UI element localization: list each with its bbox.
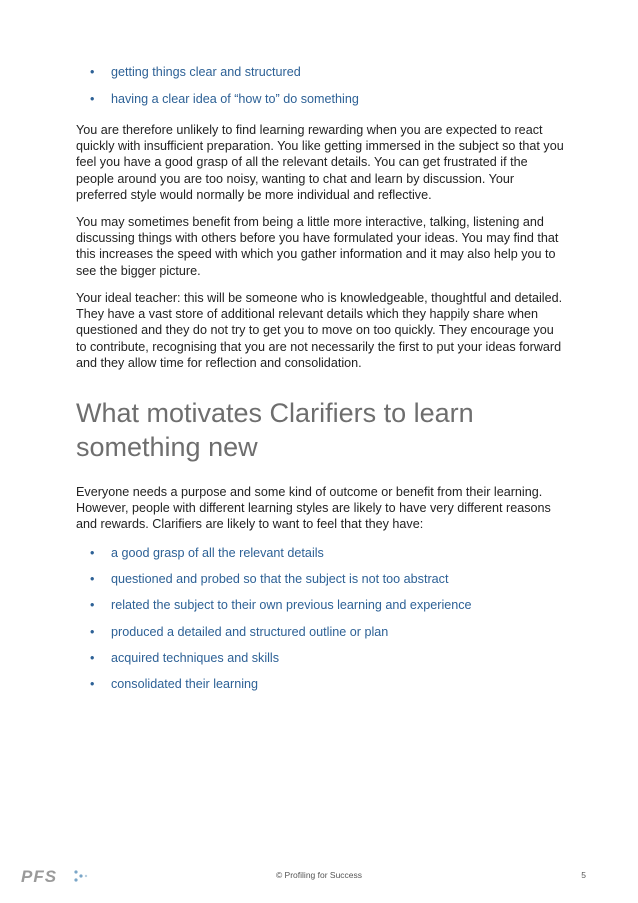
footer-copyright: © Profiling for Success — [275, 870, 363, 880]
bullet-text: consolidated their learning — [111, 677, 259, 691]
bullet-text: questioned and probed so that the subject is not too abstract — [111, 572, 449, 586]
bullet-marker: • — [90, 651, 95, 665]
bullet-text: getting things clear and structured — [111, 65, 301, 79]
bullet-text: a good grasp of all the relevant details — [111, 546, 324, 560]
paragraph-ideal-teacher: Your ideal teacher: this will be someone who is knowledgeable, thoughtful and detailed. They have a vast store of additional relevant details which they happily share when questioned and they do not try to get you to move on too quickly. They encourage you to contribute, recognising that you are not necessarily the first to put your ideas forward and they allow time for reflection and consolidation. — [76, 291, 563, 370]
bullet-marker: • — [90, 546, 95, 560]
bullet-text: acquired techniques and skills — [111, 651, 280, 665]
bullet-marker: • — [90, 625, 95, 639]
paragraph-preparation: You are therefore unlikely to find learning rewarding when you are expected to react quickly with insufficient preparation. You like getting immersed in the subject so that you feel you have a good grasp of all the relevant details. You can get frustrated if the people around you are too noisy, wanting to chat and learn by discussion. Your preferred style would normally be more individual and reflective. — [76, 123, 564, 202]
bullet-text: related the subject to their own previous learning and experience — [111, 598, 472, 612]
bullet-marker: • — [90, 65, 95, 79]
paragraph-interactive: You may sometimes benefit from being a little more interactive, talking, listening and discussing things with others before you have formulated your ideas. You may find that this increases the speed with which you gather information and it may also help you to see the bigger picture. — [76, 215, 559, 278]
bullet-marker: • — [90, 572, 95, 586]
bullet-marker: • — [90, 92, 95, 106]
bullet-text: having a clear idea of “how to” do something — [111, 92, 359, 106]
bullet-marker: • — [90, 677, 95, 691]
bullet-text: produced a detailed and structured outline or plan — [111, 625, 389, 639]
page-number: 5 — [581, 870, 586, 880]
bullet-marker: • — [90, 598, 95, 612]
logo-text: PFS — [21, 867, 58, 886]
section-heading: What motivates Clarifiers to learn something new — [76, 398, 474, 462]
section-intro-paragraph: Everyone needs a purpose and some kind of outcome or benefit from their learning. However, people with different learning styles are likely to have very different reasons and rewards. Clarifiers are likely to want to feel that they have: — [76, 485, 551, 532]
